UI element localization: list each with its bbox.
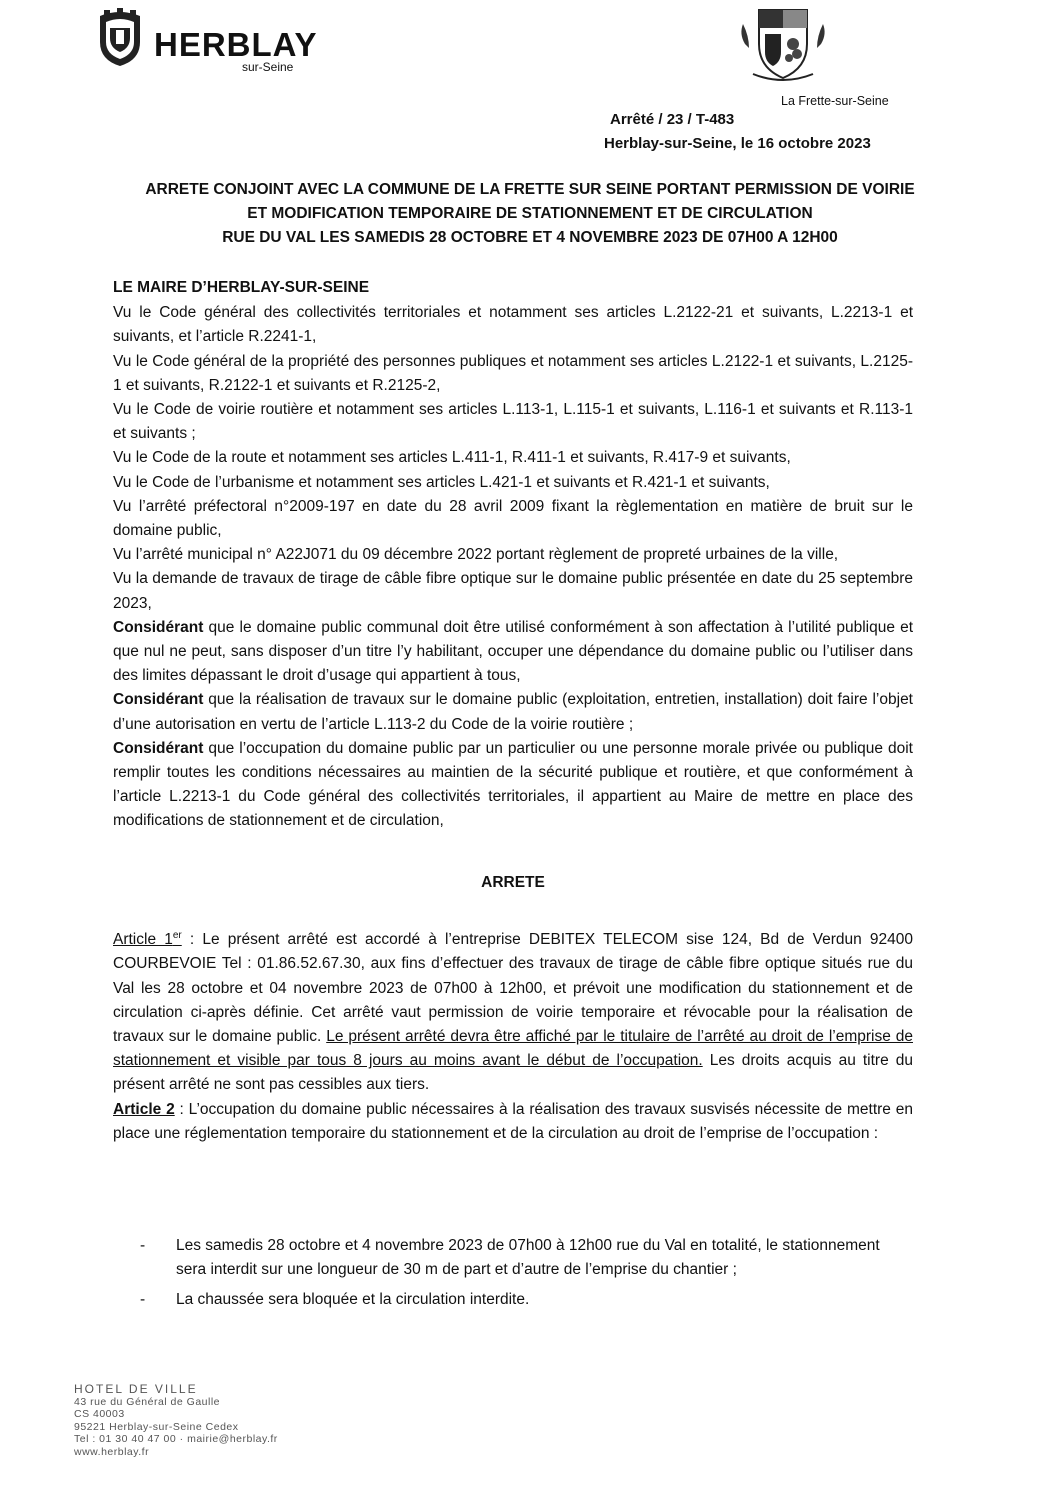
vu-text: la demande de travaux de tirage de câble fibre optique sur le domaine public présentée en date du 25 septembre 2023, — [113, 570, 914, 612]
dash-bullet-icon: - — [140, 1291, 146, 1309]
herblay-subtitle: sur-Seine — [242, 60, 294, 74]
vu-paragraph — [113, 471, 913, 495]
vu-label: Vu — [113, 497, 132, 515]
footer-line: 95221 Herblay-sur-Seine Cedex — [74, 1420, 239, 1433]
herblay-wordmark: HERBLAY — [154, 26, 318, 63]
vu-label: Vu — [113, 570, 132, 588]
preamble — [113, 276, 913, 834]
footer-line: HOTEL DE VILLE — [74, 1382, 198, 1396]
footer-line: 43 rue du Général de Gaulle — [74, 1395, 221, 1408]
article-1-label — [113, 931, 182, 948]
title-line-1: ARRETE CONJOINT AVEC LA COMMUNE DE LA FRETTE SUR SEINE PORTANT PERMISSION DE VOIRIE — [145, 181, 915, 198]
list-item-text: Les samedis 28 octobre et 4 novembre 2023 de 07h00 à 12h00 rue du Val en totalité, le stationnement sera interdit sur une longueur de 30 m de part et d’autre de l’emprise du chantier ; — [176, 1237, 880, 1279]
vu-paragraph — [113, 567, 913, 615]
vu-label: Vu — [113, 304, 132, 322]
considerant-label: Considérant — [113, 691, 204, 709]
article-1-text: Le présent arrêté est accordé à l’entreprise DEBITEX TELECOM sise 124, Bd de Verdun 92400 COURBEVOIE Tel : 01.86.52.67.30, aux fins d’effectuer des travaux de tirage de câble fibre optique situés rue du Val les 28 octobre et 04 novembre 2023 de 07h00 à 12h00, et prévoit une modification du stationnement et de circulation ci-après définie. Cet arrêté vaut permission de voirie temporaire et révocable pour la réalisation de travaux sur le domaine public. — [113, 931, 913, 1045]
considerant-paragraph — [113, 737, 913, 834]
list-item — [140, 1288, 912, 1312]
article-1-label-sup: er — [172, 930, 182, 941]
article-1 — [113, 924, 913, 1098]
list-item — [140, 1234, 912, 1282]
footer-line: CS 40003 — [74, 1408, 125, 1420]
dash-bullet-icon: - — [140, 1237, 146, 1254]
considerant-text: que l’occupation du domaine public par un particulier ou une personne morale privée ou publique doit remplir toutes les conditions nécessaires au maintien de la sécurité publique et routière, et que conformément à l’article L.2213-1 du Code général des collectivités territoriales, il appartient au Maire de mettre en place des modifications de stationnement et de circulation, — [113, 739, 913, 830]
place-and-date: Herblay-sur-Seine, le 16 octobre 2023 — [604, 135, 871, 152]
vu-paragraph — [113, 350, 913, 398]
considerant-label: Considérant — [113, 618, 204, 636]
article-2-label: Article 2 — [113, 1100, 175, 1118]
vu-text: le Code de l’urbanisme et notamment ses articles L.421-1 et suivants et R.421-1 et suivants, — [135, 473, 770, 491]
vu-text: le Code général de la propriété des personnes publiques et notamment ses articles L.2122-1 et suivants, L.2125-1 et suivants, R.2122-1 et suivants et R.2125-2, — [113, 352, 913, 394]
article-2-text: : L’occupation du domaine public nécessaires à la réalisation des travaux susvisés nécessite de mettre en place une réglementation temporaire du stationnement et de la circulation au droit de l’emprise de l’occupation : — [113, 1100, 913, 1142]
document-title — [90, 178, 970, 250]
vu-paragraph — [113, 301, 913, 349]
mayor-heading: LE MAIRE D’HERBLAY-SUR-SEINE — [113, 279, 370, 296]
vu-paragraph — [113, 446, 913, 470]
vu-label: Vu — [113, 352, 132, 370]
herblay-logo — [96, 8, 326, 78]
vu-text: l’arrêté préfectoral n°2009-197 en date du 28 avril 2009 fixant la règlementation en matière de bruit sur le domaine public, — [113, 497, 913, 540]
town-hall-footer — [74, 1383, 278, 1458]
considerant-text: que le domaine public communal doit être utilisé conformément à son affectation à l’utilité publique et que nul ne peut, sans disposer d’un titre l’y habilitant, occuper une dépendance du domaine public ou l’utiliser dans des limites dépassant le droit d’usage qui appartient à tous, — [113, 618, 913, 685]
la-frette-crest-icon — [735, 4, 831, 84]
considerant-paragraph — [113, 688, 913, 736]
arrete-reference: Arrêté / 23 / T-483 — [610, 111, 735, 128]
vu-label: Vu — [113, 449, 132, 467]
measures-list — [140, 1234, 912, 1319]
vu-text: le Code de voirie routière et notamment ses articles L.113-1, L.115-1 et suivants, L.116-1 et suivants et R.113-1 et suivants ; — [113, 401, 913, 443]
vu-text: le Code de la route et notamment ses articles L.411-1, R.411-1 et suivants, R.417-9 et suivants, — [135, 449, 791, 467]
herblay-crest-icon — [96, 8, 144, 68]
vu-label: Vu — [113, 401, 132, 419]
considerant-text: que la réalisation de travaux sur le domaine public (exploitation, entretien, installation) doit faire l’objet d’une autorisation en vertu de l’article L.113-2 du Code de la voirie routière ; — [113, 691, 913, 733]
considerant-label: Considérant — [113, 739, 204, 757]
article-2 — [113, 1098, 913, 1146]
list-item-text: La chaussée sera bloquée et la circulation interdite. — [176, 1291, 530, 1309]
vu-text: le Code général des collectivités territoriales et notamment ses articles L.2122-21 et suivants, L.2213-1 et suivants, et l’article R.2241-1, — [113, 304, 914, 346]
article-1-label-text: Article 1 — [113, 931, 173, 949]
considerant-paragraph — [113, 616, 913, 689]
title-line-2: ET MODIFICATION TEMPORAIRE DE STATIONNEMENT ET DE CIRCULATION — [247, 205, 813, 222]
title-line-3: RUE DU VAL LES SAMEDIS 28 OCTOBRE ET 4 NOVEMBRE 2023 DE 07H00 A 12H00 — [222, 229, 838, 246]
vu-paragraph — [113, 495, 913, 543]
footer-line: www.herblay.fr — [74, 1445, 150, 1458]
vu-paragraph — [113, 543, 913, 567]
reference-block — [604, 108, 871, 156]
articles — [113, 924, 913, 1146]
vu-label: Vu — [113, 546, 132, 564]
la-frette-name: La Frette-sur-Seine — [781, 94, 889, 108]
article-1-display-notice: Le présent arrêté devra être affiché par le titulaire de l’arrêté au droit de l’emprise de stationnement et visible par tous 8 jours au moins avant le début de l’occupation. — [113, 1027, 913, 1070]
article-1-text-end: Les droits acquis au titre du présent arrêté ne sont pas cessibles aux tiers. — [113, 1052, 913, 1094]
vu-paragraph — [113, 398, 913, 446]
article-1-colon: : — [181, 931, 195, 949]
decision-heading: ARRETE — [481, 874, 545, 891]
vu-text: l’arrêté municipal n° A22J071 du 09 décembre 2022 portant règlement de propreté urbaines de la ville, — [135, 546, 839, 564]
vu-label: Vu — [113, 473, 132, 491]
footer-line: Tel : 01 30 40 47 00 · mairie@herblay.fr — [74, 1433, 278, 1445]
la-frette-logo — [735, 4, 905, 109]
